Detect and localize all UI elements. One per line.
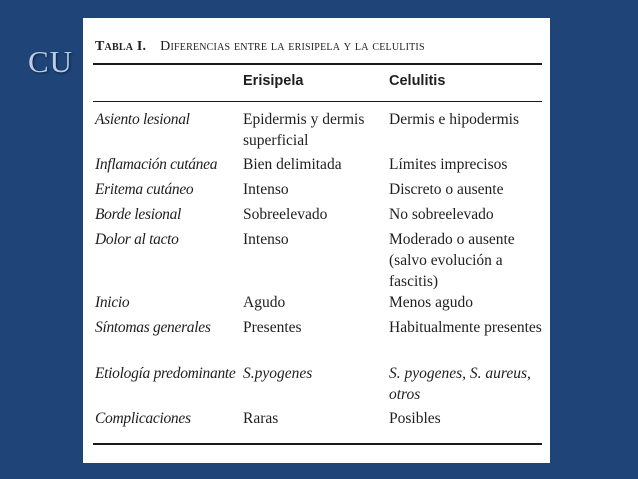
slide-title: CU: [28, 44, 74, 79]
row-label: Dolor al tacto: [95, 231, 179, 248]
celulitis-cell: S. pyogenes, S. aureus, otros: [389, 365, 531, 403]
header-rule: [93, 101, 542, 102]
erisipela-cell: Intenso: [243, 181, 289, 198]
table-label: Tabla I.: [95, 39, 147, 54]
celulitis-cell: Discreto o ausente: [389, 181, 504, 198]
erisipela-cell: Raras: [243, 410, 279, 427]
top-rule: [93, 63, 542, 65]
row-label: Etiología predominante: [95, 365, 236, 382]
row-label: Borde lesional: [95, 206, 182, 223]
row-label: Síntomas generales: [95, 319, 211, 336]
celulitis-cell: Posibles: [389, 410, 441, 427]
table-title: Diferencias entre la erisipela y la celulitis: [160, 39, 425, 54]
celulitis-cell: Moderado o ausente (salvo evolución a fascitis): [389, 231, 515, 290]
erisipela-cell: Presentes: [243, 319, 302, 336]
row-label: Inicio: [95, 294, 130, 311]
column-header-erisipela: Erisipela: [243, 73, 304, 89]
table-caption: [95, 39, 425, 55]
erisipela-cell: Intenso: [243, 231, 289, 248]
table-card: [83, 18, 550, 463]
erisipela-cell: Epidermis y dermis superficial: [243, 111, 365, 149]
celulitis-cell: Habitualmente presentes: [389, 319, 542, 336]
celulitis-cell: Límites imprecisos: [389, 156, 508, 173]
row-label: Complicaciones: [95, 410, 191, 427]
celulitis-cell: Menos agudo: [389, 294, 473, 311]
row-label: Inflamación cutánea: [95, 156, 218, 173]
erisipela-cell: Agudo: [243, 294, 286, 311]
row-label: Eritema cutáneo: [95, 181, 194, 198]
column-header-celulitis: Celulitis: [389, 73, 446, 89]
bottom-rule: [93, 443, 542, 445]
erisipela-cell: Bien delimitada: [243, 156, 342, 173]
row-label: Asiento lesional: [95, 111, 190, 128]
celulitis-cell: Dermis e hipodermis: [389, 111, 520, 128]
erisipela-cell: Sobreelevado: [243, 206, 328, 223]
erisipela-cell: S.pyogenes: [243, 365, 313, 382]
celulitis-cell: No sobreelevado: [389, 206, 494, 223]
